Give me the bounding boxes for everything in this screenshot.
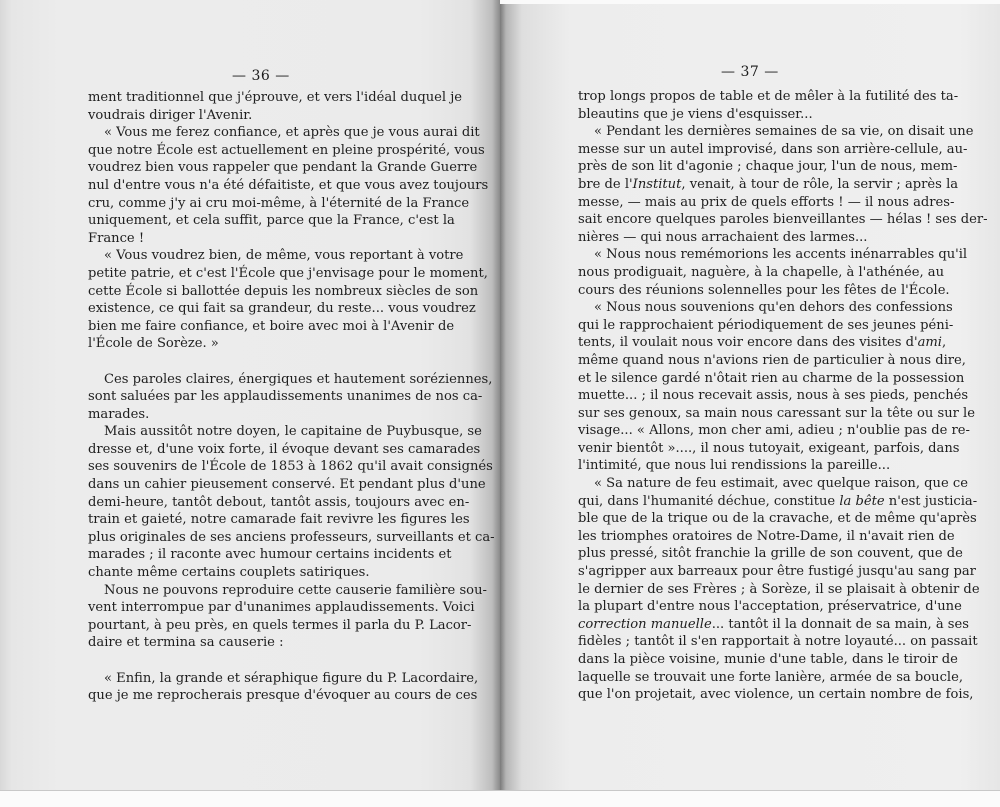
text-line (578, 493, 978, 511)
text-line: « Sa nature de feu estimait, avec quelque raison, que ce (594, 476, 968, 492)
text-line: daire et termina sa causerie : (88, 635, 284, 651)
text-segment: tents, il voulait nous voir encore dans des visites d' (578, 335, 918, 351)
text-line: Ces paroles claires, énergiques et hautement soréziennes, (104, 371, 493, 387)
text-line: la plupart d'entre nous l'acceptation, préservatrice, d'une (578, 599, 962, 615)
italic-text: Institut (632, 176, 682, 192)
text-segment: n'est justicia- (884, 493, 978, 509)
text-line: le dernier de ses Frères ; à Sorèze, il se plaisait à obtenir de (578, 581, 980, 597)
text-line: « Enfin, la grande et séraphique figure du P. Lacordaire, (104, 670, 479, 686)
text-line: voudrez bien vous rappeler que pendant la Grande Guerre (88, 160, 478, 176)
text-line: qui le rapprochaient périodiquement de ses jeunes péni- (578, 317, 954, 333)
text-line: les triomphes oratoires de Notre-Dame, il n'avait rien de (578, 528, 955, 544)
text-line: sur ses genoux, sa main nous caressant sur la tête ou sur le (578, 405, 975, 421)
italic-text: ami (917, 335, 942, 351)
text-line: l'École de Sorèze. » (88, 336, 219, 352)
text-line: nous prodiguait, naguère, à la chapelle, à l'athénée, au (578, 264, 945, 280)
text-segment: ... tantôt il la donnait de sa main, à ses (711, 616, 969, 632)
text-segment: , (942, 335, 947, 351)
text-segment: , venait, à tour de rôle, la servir ; après la (681, 176, 959, 192)
text-line: sont saluées par les applaudissements unanimes de nos ca- (88, 389, 483, 405)
text-line: sait encore quelques paroles bienveillantes — hélas ! ses der- (578, 212, 988, 228)
text-line: cours des réunions solennelles pour les fêtes de l'École. (578, 282, 950, 298)
text-line (578, 176, 959, 194)
text-line: existence, ce qui fait sa grandeur, du reste... vous voudrez (88, 301, 476, 317)
text-line (578, 334, 947, 352)
text-line: ment traditionnel que j'éprouve, et vers l'idéal duquel je (88, 90, 463, 105)
page-number: — 36 — (232, 68, 290, 84)
text-line: nul d'entre vous n'a été défaitiste, et que vous avez toujours (88, 177, 489, 193)
text-line: Nous ne pouvons reproduire cette causerie familière sou- (104, 582, 487, 598)
text-line: trop longs propos de table et de mêler à la futilité des ta- (578, 89, 959, 104)
text-line: que l'on projetait, avec violence, un certain nombre de fois, (578, 687, 974, 703)
text-line: dresse et, d'une voix forte, il évoque devant ses camarades (88, 441, 481, 457)
text-line: dans la pièce voisine, munie d'une table, dans le tiroir de (578, 652, 958, 667)
text-line: cette École si ballottée depuis les nombreux siècles de son (88, 283, 479, 299)
text-line: s'agripper aux barreaux pour être fustigé jusqu'au sang par (578, 564, 976, 580)
text-line: France ! (88, 230, 145, 246)
text-line: près de son lit d'agonie ; chaque jour, l'un de nous, mem- (578, 159, 958, 175)
text-line: dans un cahier pieusement conservé. Et pendant plus d'une (88, 477, 486, 493)
text-line: que notre École est actuellement en pleine prospérité, vous (88, 142, 485, 158)
text-line: Mais aussitôt notre doyen, le capitaine de Puybusque, se (104, 424, 482, 440)
italic-text: correction manuelle (578, 616, 712, 632)
text-line: plus originales de ses anciens professeurs, surveillants et ca- (88, 529, 495, 545)
text-line: que je me reprocherais presque d'évoquer au cours de ces (88, 688, 478, 704)
text-line: « Nous nous souvenions qu'en dehors des confessions (594, 300, 953, 316)
text-line: visage... « Allons, mon cher ami, adieu ; n'oublie pas de re- (578, 423, 970, 439)
text-line: venir bientôt »...., il nous tutoyait, exigeant, parfois, dans (578, 440, 960, 456)
text-line (578, 616, 969, 634)
text-line: marades. (88, 406, 150, 422)
text-line: « Vous me ferez confiance, et après que je vous aurai dit (104, 125, 480, 141)
text-line: cru, comme j'y ai cru moi-même, à l'éternité de la France (88, 195, 470, 211)
text-line: messe, — mais au prix de quels efforts ! — il nous adres- (578, 194, 955, 210)
text-line: « Pendant les dernières semaines de sa vie, on disait une (594, 124, 974, 140)
text-line: bleautins que je viens d'esquisser... (578, 106, 813, 122)
text-line: laquelle se trouvait une forte lanière, armée de sa boucle, (578, 669, 964, 685)
text-line: vent interrompue par d'unanimes applaudissements. Voici (88, 600, 475, 616)
text-segment: bre de l' (578, 176, 633, 192)
text-line: muette... ; il nous recevait assis, nous à ses pieds, penchés (578, 388, 969, 404)
text-line: pourtant, à peu près, en quels termes il parla du P. Lacor- (88, 617, 472, 633)
text-line: train et gaieté, notre camarade fait revivre les figures les (88, 512, 470, 528)
text-line: et le silence gardé n'ôtait rien au charme de la possession (578, 370, 965, 386)
text-line: petite patrie, et c'est l'École que j'envisage pour le moment, (88, 265, 488, 281)
text-line: plus pressé, sitôt franchie la grille de son couvent, que de (578, 546, 963, 562)
text-line: « Nous nous remémorions les accents inénarrables qu'il (594, 247, 968, 263)
text-segment: qui, dans l'humanité déchue, constitue (578, 493, 840, 509)
text-line: messe sur un autel improvisé, dans son arrière-cellule, au- (578, 141, 968, 157)
page-text (88, 89, 495, 705)
text-line: demi-heure, tantôt debout, tantôt assis, toujours avec en- (88, 494, 470, 510)
scan-bottom-edge (0, 790, 1000, 807)
blank-line (88, 652, 440, 670)
text-line: fidèles ; tantôt il s'en rapportait à notre loyauté... on passait (578, 634, 978, 650)
text-line: voudrais diriger l'Avenir. (88, 107, 253, 123)
italic-text: la bête (839, 493, 885, 509)
page-number: — 37 — (721, 64, 779, 80)
left-page (0, 0, 500, 792)
text-line: l'intimité, que nous lui rendissions la pareille... (578, 458, 891, 474)
text-line: « Vous voudrez bien, de même, vous reportant à votre (104, 248, 464, 264)
text-line: uniquement, et cela suffit, parce que la France, c'est la (88, 213, 455, 229)
text-line: ses souvenirs de l'École de 1853 à 1862 qu'il avait consignés (88, 459, 493, 475)
text-line: même quand nous n'avions rien de particulier à nous dire, (578, 352, 966, 368)
text-line: chante même certains couplets satiriques. (88, 565, 370, 581)
blank-line (88, 353, 440, 371)
right-page (500, 4, 1000, 790)
page-text (578, 88, 988, 704)
text-line: nières — qui nous arrachaient des larmes... (578, 229, 868, 245)
text-line: ble que de la trique ou de la cravache, et de même qu'après (578, 511, 977, 527)
text-line: marades ; il raconte avec humour certains incidents et (88, 547, 452, 563)
text-line: bien me faire confiance, et boire avec moi à l'Avenir de (88, 318, 455, 334)
